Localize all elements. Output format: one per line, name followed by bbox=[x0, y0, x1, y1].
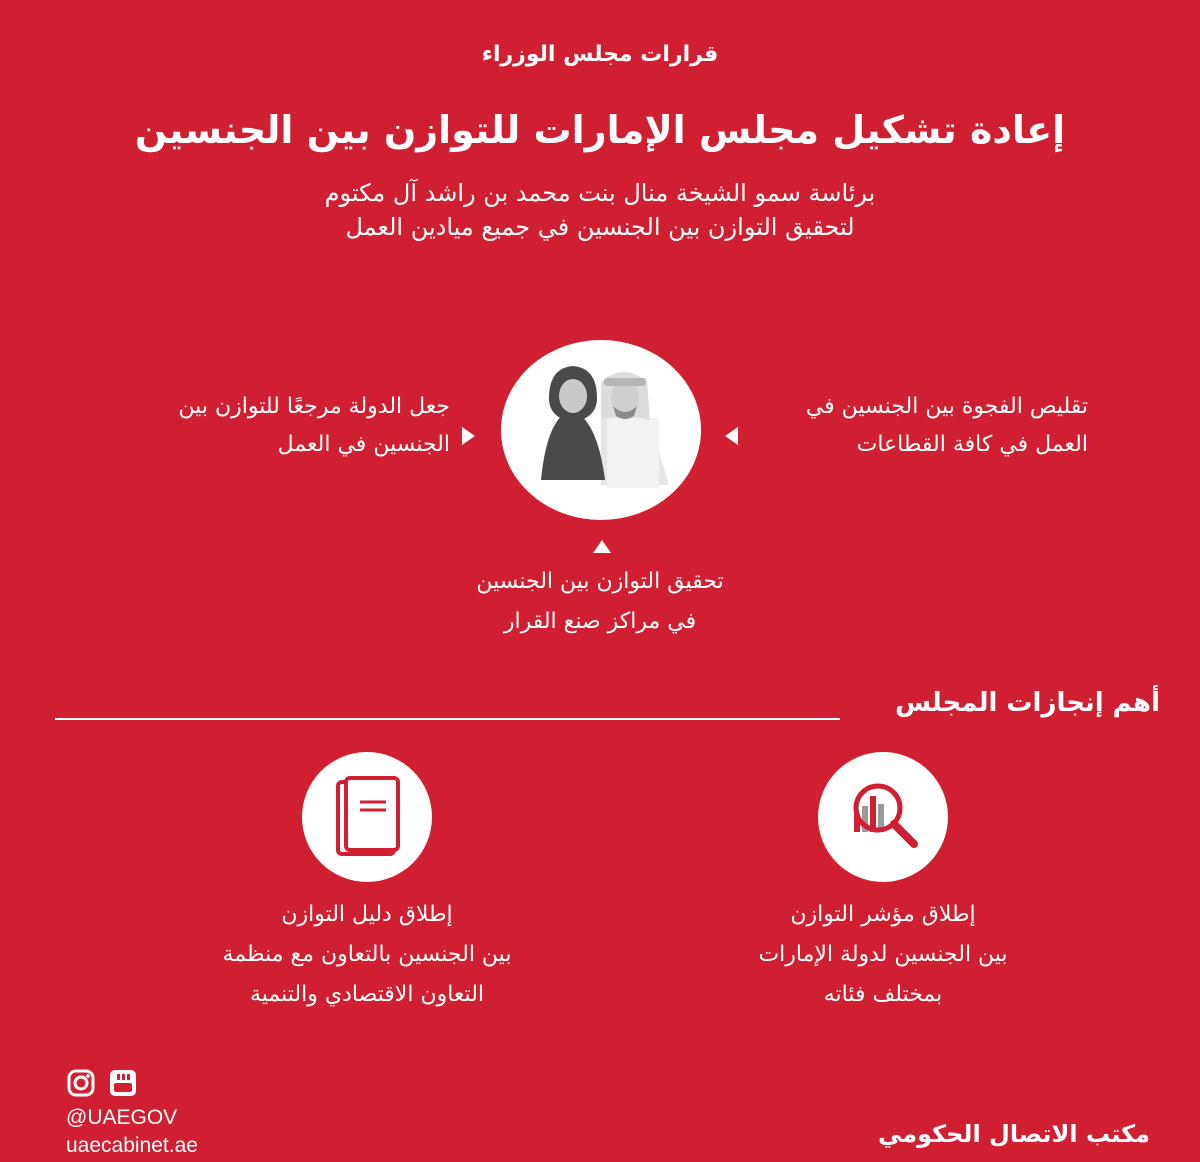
instagram-icon[interactable] bbox=[66, 1068, 96, 1098]
guide-icon-circle bbox=[302, 752, 432, 882]
achievement-2-line-2: بين الجنسين بالتعاون مع منظمة bbox=[222, 942, 512, 967]
goal-right-line-2: العمل في كافة القطاعات bbox=[856, 432, 1088, 457]
achievement-2-line-1: إطلاق دليل التوازن bbox=[281, 902, 453, 927]
achievement-1-line-2: بين الجنسين لدولة الإمارات bbox=[758, 942, 1008, 967]
goal-bottom-line-2: في مراكز صنع القرار bbox=[503, 609, 697, 634]
goal-state-reference bbox=[110, 388, 450, 464]
section-divider bbox=[55, 718, 840, 720]
goal-right-line-1: تقليص الفجوة بين الجنسين في bbox=[805, 394, 1088, 419]
achievement-index bbox=[673, 895, 1093, 1015]
goal-reduce-gap bbox=[748, 388, 1088, 464]
index-icon-circle bbox=[818, 752, 948, 882]
arrow-pointer-right-goal bbox=[725, 427, 738, 445]
subtitle-line-1: برئاسة سمو الشيخة منال بنت محمد بن راشد آل مكتوم bbox=[324, 179, 876, 207]
book-icon bbox=[302, 752, 432, 882]
social-handle[interactable]: @UAEGOV bbox=[66, 1106, 178, 1129]
subtitle bbox=[0, 176, 1200, 244]
arrow-pointer-bottom-goal bbox=[593, 540, 611, 553]
office-name: مكتب الاتصال الحكومي bbox=[877, 1120, 1150, 1148]
man-and-woman-icon bbox=[501, 340, 701, 520]
kicker: قرارات مجلس الوزراء bbox=[481, 42, 719, 67]
website-link[interactable]: uaecabinet.ae bbox=[66, 1134, 198, 1157]
hub-circle bbox=[501, 340, 701, 520]
achievement-1-line-1: إطلاق مؤشر التوازن bbox=[790, 902, 976, 927]
subtitle-line-2: لتحقيق التوازن بين الجنسين في جميع ميادين العمل bbox=[345, 213, 855, 241]
achievement-2-line-3: التعاون الاقتصادي والتنمية bbox=[249, 982, 485, 1007]
social-block bbox=[66, 1068, 198, 1160]
youtube-icon[interactable] bbox=[108, 1068, 138, 1098]
goal-bottom-line-1: تحقيق التوازن بين الجنسين bbox=[476, 569, 724, 594]
arrow-pointer-left-goal bbox=[462, 427, 475, 445]
achievement-1-line-3: بمختلف فئاته bbox=[823, 982, 943, 1007]
achievements-title: أهم إنجازات المجلس bbox=[895, 688, 1160, 718]
page-title: إعادة تشكيل مجلس الإمارات للتوازن بين الجنسين bbox=[134, 108, 1066, 152]
goal-decision-making bbox=[430, 562, 770, 642]
achievement-guide bbox=[157, 895, 577, 1015]
goal-left-line-1: جعل الدولة مرجعًا للتوازن بين bbox=[178, 394, 450, 419]
magnifier-chart-icon bbox=[818, 752, 948, 882]
goal-left-line-2: الجنسين في العمل bbox=[277, 432, 450, 457]
